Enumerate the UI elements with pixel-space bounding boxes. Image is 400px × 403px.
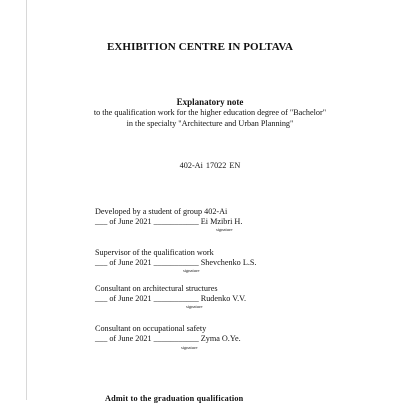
signature-role: Consultant on occupational safety bbox=[95, 324, 207, 333]
signature-caption: signature bbox=[186, 304, 203, 309]
signature-role: Consultant on architectural structures bbox=[95, 284, 218, 293]
explanatory-note-heading: Explanatory note bbox=[176, 97, 244, 107]
document-title: EXHIBITION CENTRE IN POLTAVA bbox=[106, 41, 294, 53]
admission-heading: Admit to the graduation qualification bbox=[105, 394, 244, 403]
signature-block-structures-consultant bbox=[95, 284, 355, 309]
document-code: 402-Ai 17022 EN bbox=[179, 161, 241, 170]
signature-date-line: ___ of June 2021 ___________ Zyma O.Ye. bbox=[95, 334, 241, 343]
signature-caption: signature bbox=[183, 268, 200, 273]
signature-date-line: ___ of June 2021 ___________ Ei Mzibri H. bbox=[95, 217, 243, 226]
explanatory-note-line-1: to the qualification work for the higher education degree of "Bachelor" bbox=[93, 108, 327, 117]
signature-role: Developed by a student of group 402-Ai bbox=[95, 207, 228, 216]
signature-caption: signature bbox=[216, 227, 233, 232]
signature-role: Supervisor of the qualification work bbox=[95, 248, 214, 257]
signature-caption: signature bbox=[181, 345, 198, 350]
signature-date-line: ___ of June 2021 ___________ Rudenko V.V. bbox=[95, 294, 247, 303]
signature-block-supervisor bbox=[95, 248, 355, 273]
signature-date-line: ___ of June 2021 ___________ Shevchenko L.S. bbox=[95, 258, 257, 267]
explanatory-note-line-2: in the specialty "Architecture and Urban Planning" bbox=[126, 119, 294, 128]
page-edge-divider bbox=[26, 0, 27, 400]
signature-block-student bbox=[95, 207, 355, 232]
signature-block-safety-consultant bbox=[95, 324, 355, 350]
